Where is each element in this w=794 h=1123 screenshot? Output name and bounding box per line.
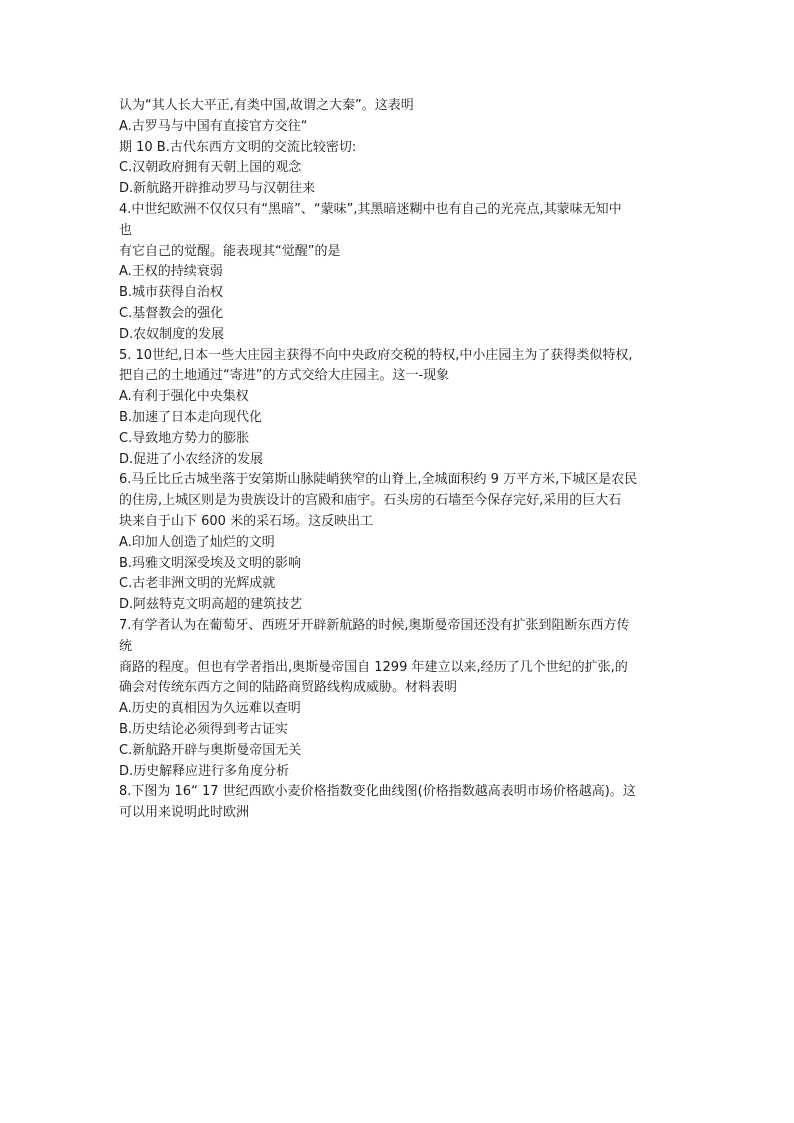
question-7-option-b: B.历史结论必须得到考古证实 — [119, 721, 289, 737]
question-4-option-b: B.城市获得自治权 — [119, 285, 224, 301]
question-5-option-c: C.导致地方势力的膨胀 — [119, 430, 250, 446]
question-5-option-a: A.有利于强化中央集权 — [119, 389, 249, 405]
question-6-option-c: C.古老非洲文明的光辉成就 — [119, 576, 276, 592]
question-7-option-c: C.新航路开辟与奥斯曼帝国无关 — [119, 742, 302, 758]
question-4-stem-line-2: 也 — [119, 222, 133, 238]
question-4-option-d: D.农奴制度的发展 — [119, 326, 225, 342]
question-7-stem-line-3: 商路的程度。但也有学者指出,奥斯曼帝国自 1299 年建立以来,经历了几个世纪的扩张,的 — [119, 659, 628, 675]
question-6-stem-line-3: 块来自于山下 600 米的采石场。这反映出工 — [119, 513, 374, 529]
question-3-option-d: D.新航路开辟推动罗马与汉朝往来 — [119, 181, 316, 197]
question-6-option-a: A.印加人创造了灿烂的文明 — [119, 534, 275, 550]
question-5-stem-line-1: 5. 10世纪,日本一些大庄园主获得不向中央政府交税的特权,中小庄园主为了获得类似特权, — [119, 347, 633, 363]
question-4-stem-line-1: 4.中世纪欧洲不仅仅只有“黑暗”、“蒙味”,其黑暗迷糊中也有自己的光亮点,其蒙味无知中 — [119, 201, 622, 217]
question-3-stem-end: 认为“其人长大平正,有类中国,故谓之大秦”。这表明 — [119, 98, 414, 113]
question-3-option-b: 期 10 B.古代东西方文明的交流比较密切: — [119, 139, 357, 155]
question-4-stem-line-3: 有它自己的觉醒。能表现其“觉醒”的是 — [119, 243, 341, 259]
question-3-option-a: A.古罗马与中国有直接官方交往“ — [119, 118, 308, 134]
question-5-stem-line-2: 把自己的土地通过“寄进”的方式交给大庄园主。这一-现象 — [119, 368, 450, 384]
question-6-option-d: D.阿兹特克文明高超的建筑技艺 — [119, 597, 303, 613]
question-7-stem-line-1: 7.有学者认为在葡萄牙、西班牙开辟新航路的时候,奥斯曼帝国还没有扩张到阻断东西方传 — [119, 617, 630, 633]
question-4-option-c: C.基督教会的强化 — [119, 305, 224, 321]
question-7-option-d: D.历史解释应进行多角度分析 — [119, 763, 290, 779]
question-7-option-a: A.历史的真相因为久远难以查明 — [119, 701, 301, 717]
question-5-option-d: D.促进了小农经济的发展 — [119, 451, 264, 467]
question-6-stem-line-1: 6.马丘比丘古城坐落于安第斯山脉陡峭狭窄的山脊上,全城面积约 9 万平方米,下城区是农民 — [119, 472, 638, 488]
question-7-stem-line-2: 统 — [119, 638, 133, 654]
question-8-stem-line-2: 可以用来说明此时欧洲 — [119, 805, 250, 821]
question-7-stem-line-4: 确会对传统东西方之间的陆路商贸路线构成威胁。材料表明 — [119, 680, 458, 696]
question-3-option-c: C.汉朝政府拥有天朝上国的观念 — [119, 160, 302, 176]
document-page — [119, 96, 684, 824]
question-8-stem-line-1: 8.下图为 16“ 17 世纪西欧小麦价格指数变化曲线图(价格指数越高表明市场价格越高)。这 — [119, 784, 636, 800]
question-6-option-b: B.玛雅文明深受埃及文明的影响 — [119, 555, 302, 571]
question-6-stem-line-2: 的住房,上城区则是为贵族设计的宫殿和庙宇。石头房的石墙至今保存完好,采用的巨大石 — [119, 493, 622, 509]
question-5-option-b: B.加速了日本走向现代化 — [119, 409, 263, 425]
question-4-option-a: A.王权的持续衰弱 — [119, 264, 223, 280]
